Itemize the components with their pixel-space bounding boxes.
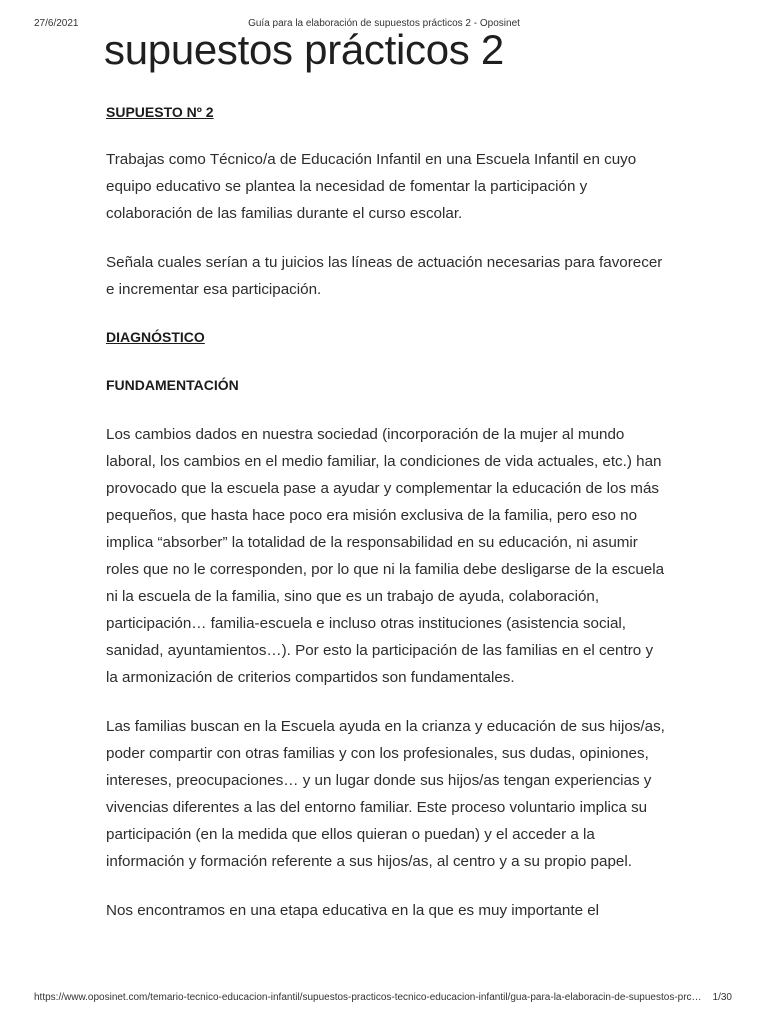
paragraph-statement: Trabajas como Técnico/a de Educación Infantil en una Escuela Infantil en cuyo equipo educativo se plantea la necesidad de fomentar la participación y colaboración de las familias durante el curso escolar. [106,151,637,222]
heading-fundamentacion: FUNDAMENTACIÓN [106,377,239,393]
paragraph-fundamentacion-1: Los cambios dados en nuestra sociedad (incorporación de la mujer al mundo laboral, los cambios en el medio familiar, la condiciones de vida actuales, etc.) han provocado que la escuela pase a ayudar y complementar la educación de los más pequeños, que hasta hace poco era misión exclusiva de la familia, pero eso no implica “absorber” la totalidad de la responsabilidad en su educación, ni asumir roles que no le corresponden, por lo que ni la familia debe desligarse de la escuela ni la escuela de la familia, sino que es un trabajo de ayuda, colaboración, participación… familia-escuela e incluso otras instituciones (asistencia social, sanidad, ayuntamientos…). Por esto la participación de las familias en el centro y la armonización de criterios compartidos son fundamentales. [106,426,665,686]
article-body [106,100,666,924]
heading-diagnostico: DIAGNÓSTICO [106,329,205,345]
print-date: 27/6/2021 [34,18,79,29]
print-url: https://www.oposinet.com/temario-tecnico-educacion-infantil/supuestos-practicos-tecnico-educacion-infantil/gua-para-la-elaboracin-de-supuestos-prc… [34,992,702,1003]
heading-supuesto: SUPUESTO Nº 2 [106,104,214,120]
paragraph-fundamentacion-3: Nos encontramos en una etapa educativa en la que es muy importante el [106,902,600,919]
paragraph-task: Señala cuales serían a tu juicios las líneas de actuación necesarias para favorecer e incrementar esa participación. [106,254,663,298]
page-title: supuestos prácticos 2 [104,26,504,73]
print-page-title: Guía para la elaboración de supuestos prácticos 2 - Oposinet [248,18,520,29]
page-counter: 1/30 [712,992,732,1003]
paragraph-fundamentacion-2: Las familias buscan en la Escuela ayuda en la crianza y educación de sus hijos/as, poder compartir con otras familias y con los profesionales, sus dudas, opiniones, intereses, preocupaciones… y un lugar donde sus hijos/as tengan experiencias y vivencias diferentes a las del entorno familiar. Este proceso voluntario implica su participación (en la medida que ellos quieran o puedan) y el acceder a la información y formación referente a sus hijos/as, al centro y a su propio papel. [106,718,665,870]
